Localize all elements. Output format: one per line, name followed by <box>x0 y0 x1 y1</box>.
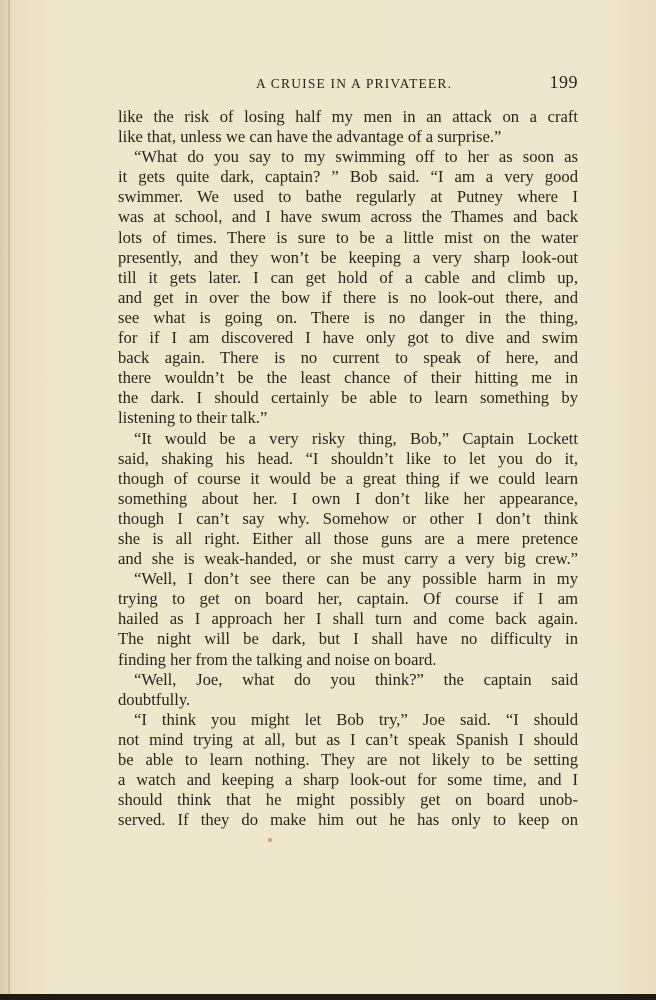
text-line: it gets quite dark, captain? ” Bob said. “I am a very good <box>118 167 578 187</box>
text-line: and get in over the bow if there is no look-out there, and <box>118 287 578 307</box>
text-line: though of course it would be a great thing if we could learn <box>118 468 578 488</box>
text-line: a watch and keeping a sharp look-out for some time, and I <box>118 770 578 790</box>
page-number: 199 <box>549 72 578 92</box>
text-line: there wouldn’t be the least chance of their hitting me in <box>118 368 578 388</box>
text-line: “Well, Joe, what do you think?” the captain said <box>134 669 578 689</box>
text-line: though I can’t say why. Somehow or other I don’t think <box>118 508 578 528</box>
paper-speck <box>268 838 272 842</box>
text-line: like the risk of losing half my men in an attack on a craft <box>118 107 578 126</box>
text-line: “I think you might let Bob try,” Joe said. “I should <box>134 709 578 729</box>
text-line: till it gets later. I can get hold of a cable and climb up, <box>118 267 578 287</box>
text-line: doubtfully. <box>118 689 191 709</box>
text-line: “Well, I don’t see there can be any possible harm in my <box>134 569 578 589</box>
text-line: was at school, and I have swum across the Thames and back <box>118 207 578 227</box>
text-line: not mind trying at all, but as I can’t speak Spanish I should <box>118 729 578 749</box>
text-line: trying to get on board her, captain. Of course if I am <box>118 589 578 609</box>
text-line: listening to their talk.” <box>118 408 268 428</box>
text-line: the dark. I should certainly be able to learn something by <box>118 388 578 408</box>
text-line: should think that he might possibly get on board unob- <box>118 790 578 810</box>
text-line: like that, unless we can have the advantage of a surprise.” <box>118 127 502 147</box>
text-line: The night will be dark, but I shall have no difficulty in <box>118 629 578 649</box>
binding-edge <box>8 0 10 1000</box>
text-line: “What do you say to my swimming off to her as soon as <box>134 147 578 167</box>
body-text <box>118 107 578 830</box>
text-line: for if I am discovered I have only got to dive and swim <box>118 328 578 348</box>
text-line: she is all right. Either all those guns are a mere pretence <box>118 528 578 548</box>
text-line: swimmer. We used to bathe regularly at Putney where I <box>118 187 578 207</box>
text-line: “It would be a very risky thing, Bob,” Captain Lockett <box>134 428 578 448</box>
text-line: finding her from the talking and noise on board. <box>118 649 437 669</box>
text-line: something about her. I own I don’t like her appearance, <box>118 488 578 508</box>
text-line: presently, and they won’t be keeping a very sharp look-out <box>118 247 578 267</box>
page-header <box>118 72 578 96</box>
page-bottom-edge <box>0 994 656 1000</box>
text-line: and she is weak-handed, or she must carry a very big crew.” <box>118 549 578 569</box>
text-line: said, shaking his head. “I shouldn’t like to let you do it, <box>118 448 578 468</box>
text-line: see what is going on. There is no danger in the thing, <box>118 307 578 327</box>
text-line: hailed as I approach her I shall turn and come back again. <box>118 609 578 629</box>
text-line: served. If they do make him out he has only to keep on <box>118 810 578 830</box>
text-line: back again. There is no current to speak of here, and <box>118 348 578 368</box>
text-line: lots of times. There is sure to be a little mist on the water <box>118 227 578 247</box>
running-title: A CRUISE IN A PRIVATEER. <box>256 76 453 91</box>
text-line: be able to learn nothing. They are not likely to be setting <box>118 750 578 769</box>
